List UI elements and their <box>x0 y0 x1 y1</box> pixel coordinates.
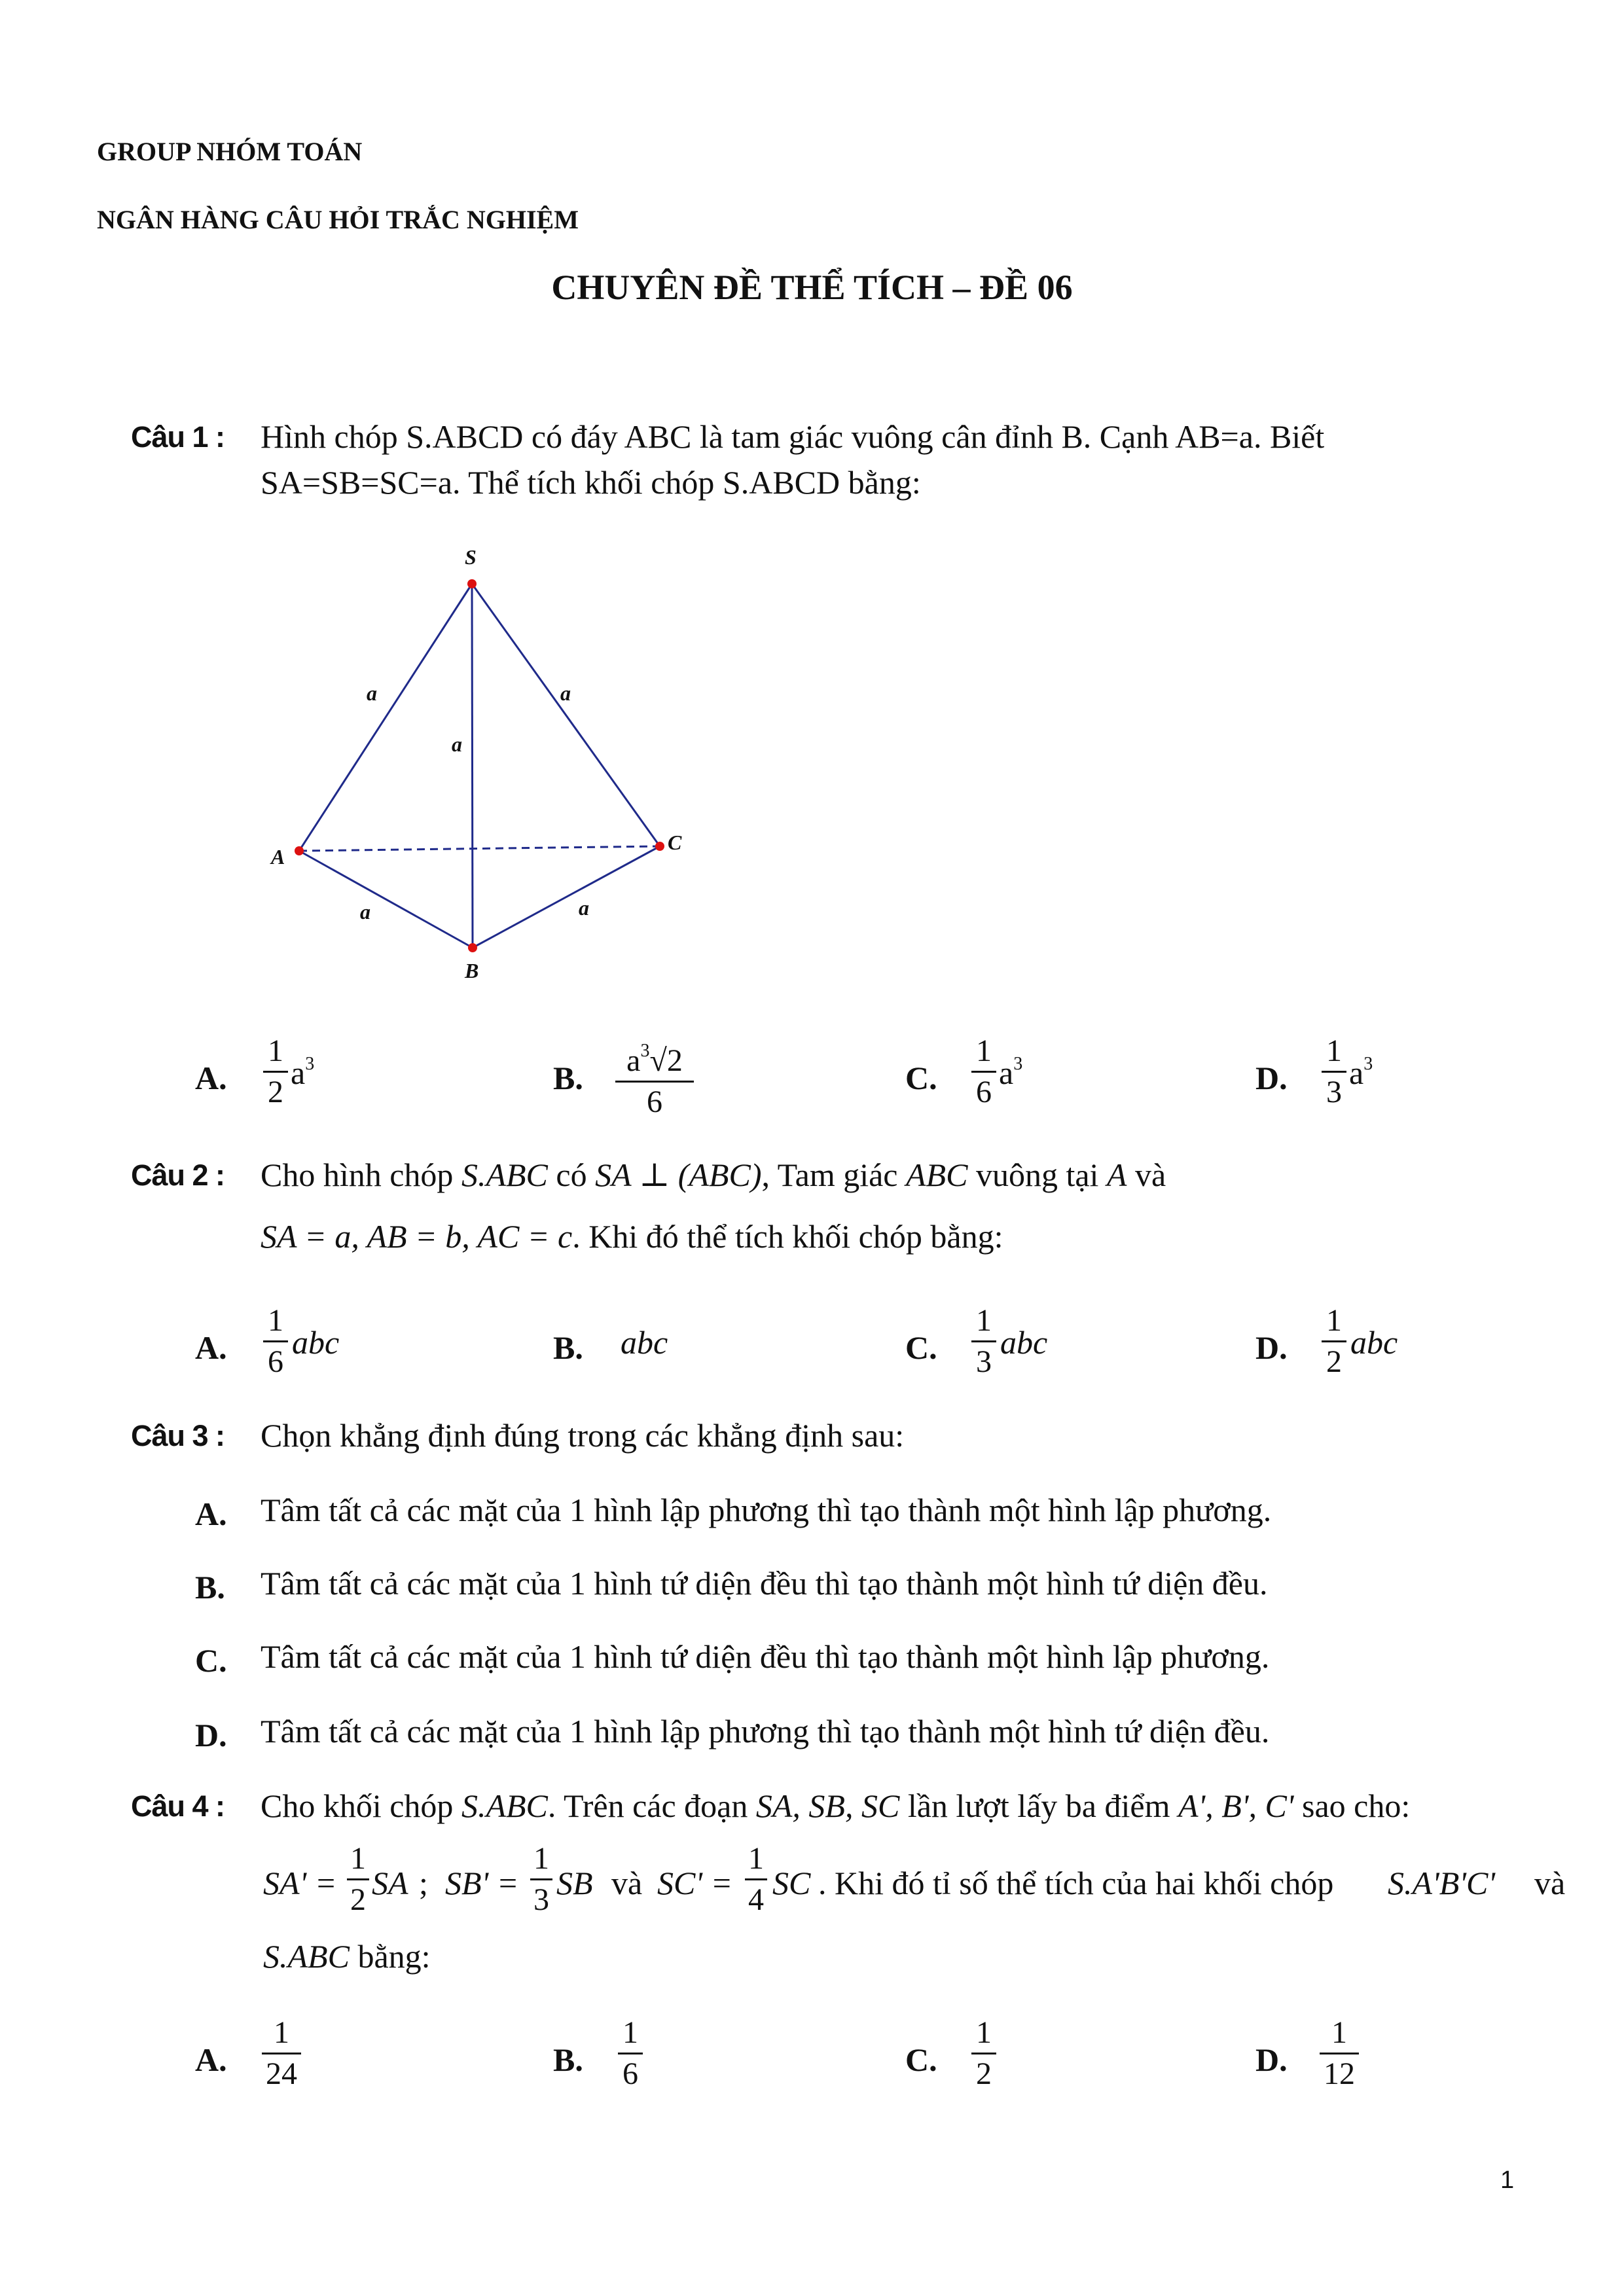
q2-opt-c-letter[interactable]: C. <box>905 1329 937 1366</box>
edge-sa <box>299 584 472 851</box>
q4-frac-third <box>530 1840 552 1918</box>
q1-opt-c-letter[interactable]: C. <box>905 1060 937 1096</box>
exp: 3 <box>1363 1054 1373 1074</box>
q2-opt-b-expr: abc <box>621 1324 668 1361</box>
q4-frac-half <box>347 1840 369 1918</box>
label-sa-a: a <box>367 681 377 705</box>
numerator: 1 <box>274 2015 289 2050</box>
math: S.ABC <box>263 1938 350 1975</box>
q1-line1: Hình chóp S.ABCD có đáy ABC là tam giác vuông cân đỉnh B. Cạnh AB=a. Biết <box>261 418 1325 455</box>
denominator: 6 <box>976 1075 992 1109</box>
q3-opt-b-text: Tâm tất cả các mặt của 1 hình tứ diện đều thì tạo thành một hình tứ diện đều. <box>261 1565 1268 1602</box>
denominator: 3 <box>976 1344 992 1379</box>
q4-line1 <box>261 1787 1410 1825</box>
denominator: 6 <box>647 1085 662 1119</box>
q4-line3 <box>263 1937 431 1975</box>
sqrt: √2 <box>649 1043 683 1078</box>
page-number: 1 <box>1500 2166 1515 2194</box>
denominator: 2 <box>350 1882 366 1917</box>
label-ab-a: a <box>360 900 370 924</box>
text: . Khi đó thể tích khối chóp bằng: <box>572 1218 1003 1255</box>
text: và <box>1134 1157 1166 1193</box>
q2-opt-d-letter[interactable]: D. <box>1255 1329 1288 1366</box>
denominator: 3 <box>533 1882 549 1917</box>
label-c: C <box>668 831 682 854</box>
var: a <box>291 1054 306 1091</box>
math: A', B', C' <box>1178 1787 1294 1824</box>
q3-opt-b-letter[interactable]: B. <box>195 1569 225 1605</box>
q1-line2: SA=SB=SC=a. Thể tích khối chóp S.ABCD bằng: <box>261 464 921 501</box>
page-title: CHUYÊN ĐỀ THỂ TÍCH – ĐỀ 06 <box>551 268 1073 307</box>
q1-opt-d-fraction <box>1322 1033 1346 1111</box>
q2-label: Câu 2 : <box>131 1158 225 1192</box>
edge-sb <box>472 584 473 948</box>
numerator: 1 <box>533 1841 549 1876</box>
q2-opt-c-expr: abc <box>1000 1324 1048 1361</box>
var: a <box>626 1043 641 1078</box>
text: vuông tại <box>975 1157 1099 1193</box>
numerator: 1 <box>748 1841 764 1876</box>
denominator: 2 <box>976 2056 992 2091</box>
label-a: A <box>271 845 285 869</box>
numerator: 1 <box>976 1033 992 1068</box>
bank-header: NGÂN HÀNG CÂU HỎI TRẮC NGHIỆM <box>97 205 579 234</box>
q4-frac-quarter <box>745 1840 767 1918</box>
q1-opt-c-fraction <box>971 1033 996 1111</box>
q1-opt-a-var <box>291 1054 314 1092</box>
q3-label: Câu 3 : <box>131 1419 225 1452</box>
q1-opt-b-letter[interactable]: B. <box>553 1060 583 1096</box>
text: sao cho: <box>1302 1787 1411 1824</box>
q4-opt-b-fraction <box>618 2015 643 2092</box>
vertex-a <box>295 846 304 855</box>
text: Cho khối chóp <box>261 1787 454 1824</box>
q2-opt-a-letter[interactable]: A. <box>195 1329 227 1366</box>
text: , Tam giác <box>761 1157 898 1193</box>
numerator: 1 <box>350 1841 366 1876</box>
numerator: 1 <box>976 2015 992 2050</box>
pyramid-figure <box>262 543 720 1001</box>
q4-opt-d-fraction <box>1320 2015 1359 2092</box>
numerator: 1 <box>976 1303 992 1338</box>
q3-stem: Chọn khẳng định đúng trong các khẳng định sau: <box>261 1417 905 1454</box>
q1-opt-b-fraction <box>615 1033 694 1121</box>
q4-sa: SA <box>372 1865 408 1901</box>
math: S.ABC <box>461 1787 548 1824</box>
numerator: 1 <box>1331 2015 1347 2050</box>
math: SA, SB, SC <box>755 1787 900 1824</box>
q1-opt-d-var <box>1349 1054 1373 1092</box>
denominator: 3 <box>1326 1075 1342 1109</box>
denominator: 2 <box>1326 1344 1342 1379</box>
q4-sa-prime: SA' = <box>263 1865 337 1901</box>
q4-opt-b-letter[interactable]: B. <box>553 2041 583 2078</box>
q3-opt-c-text: Tâm tất cả các mặt của 1 hình tứ diện đều thì tạo thành một hình lập phương. <box>261 1638 1270 1675</box>
q4-sb-prime: SB' = <box>445 1865 519 1901</box>
q4-opt-a-letter[interactable]: A. <box>195 2041 227 2078</box>
math: SA ⊥ (ABC) <box>595 1157 762 1193</box>
numerator: 1 <box>1326 1033 1342 1068</box>
q4-pyramid-prime: S.A'B'C' <box>1388 1865 1496 1901</box>
text: có <box>556 1157 587 1193</box>
q4-and1: và <box>611 1865 643 1901</box>
text: Cho hình chóp <box>261 1157 454 1193</box>
q4-sep: ; <box>419 1865 428 1901</box>
denominator: 4 <box>748 1882 764 1917</box>
q3-opt-a-letter[interactable]: A. <box>195 1496 227 1532</box>
label-bc-a: a <box>579 896 589 920</box>
q4-opt-c-letter[interactable]: C. <box>905 2041 937 2078</box>
numerator: 1 <box>268 1033 283 1068</box>
vertex-c <box>655 842 664 851</box>
var: a <box>999 1054 1014 1091</box>
exp: 3 <box>305 1054 315 1074</box>
numerator: 1 <box>1326 1303 1342 1338</box>
denominator: 6 <box>268 1344 283 1379</box>
q4-and2: và <box>1534 1865 1566 1901</box>
text: bằng: <box>357 1938 431 1975</box>
denominator: 2 <box>268 1075 283 1109</box>
exp: 3 <box>1013 1054 1023 1074</box>
edge-bc <box>473 846 660 948</box>
q3-opt-c-letter[interactable]: C. <box>195 1642 227 1679</box>
q4-opt-c-fraction <box>971 2015 996 2092</box>
edge-ab <box>299 851 473 948</box>
q4-sc-prime: SC' = <box>657 1865 733 1901</box>
q2-opt-c-fraction <box>971 1302 996 1380</box>
q4-label: Câu 4 : <box>131 1789 225 1823</box>
q2-opt-b-letter[interactable]: B. <box>553 1329 583 1366</box>
q2-opt-a-fraction <box>263 1302 288 1380</box>
q2-line1 <box>261 1156 1166 1194</box>
vertex-b <box>468 943 477 952</box>
q4-opt-d-letter[interactable]: D. <box>1255 2041 1288 2078</box>
q3-opt-a-text: Tâm tất cả các mặt của 1 hình lập phương thì tạo thành một hình lập phương. <box>261 1492 1272 1528</box>
q2-opt-a-expr: abc <box>292 1324 340 1361</box>
q2-opt-d-expr: abc <box>1350 1324 1398 1361</box>
label-sc-a: a <box>560 681 571 705</box>
math: A <box>1106 1157 1127 1193</box>
label-sb-a: a <box>452 732 462 756</box>
q1-label: Câu 1 : <box>131 420 225 454</box>
q1-opt-d-letter[interactable]: D. <box>1255 1060 1288 1096</box>
numerator: 1 <box>268 1303 283 1338</box>
label-b: B <box>465 959 479 982</box>
math: ABC <box>906 1157 968 1193</box>
q1-opt-a-letter[interactable]: A. <box>195 1060 227 1096</box>
exp: 3 <box>640 1041 650 1061</box>
denominator: 6 <box>623 2056 638 2091</box>
group-header: GROUP NHÓM TOÁN <box>97 137 363 166</box>
q3-opt-d-text: Tâm tất cả các mặt của 1 hình lập phương thì tạo thành một hình tứ diện đều. <box>261 1713 1270 1749</box>
q2-opt-d-fraction <box>1322 1302 1346 1380</box>
denominator: 12 <box>1324 2056 1355 2091</box>
q4-line2-rest: . Khi đó tỉ số thể tích của hai khối chóp <box>818 1865 1334 1901</box>
label-s: S <box>465 545 477 569</box>
var: a <box>1349 1054 1364 1091</box>
math: SA = a, AB = b, AC = c <box>261 1218 573 1255</box>
q2-line2 <box>261 1217 1003 1255</box>
numerator: 1 <box>623 2015 638 2050</box>
q4-sb: SB <box>556 1865 593 1901</box>
q3-opt-d-letter[interactable]: D. <box>195 1717 227 1753</box>
q4-opt-a-fraction <box>262 2015 301 2092</box>
math: S.ABC <box>461 1157 548 1193</box>
edge-ac-hidden <box>299 846 660 851</box>
q4-sc: SC <box>772 1865 811 1901</box>
vertex-s <box>467 579 477 588</box>
text: . Trên các đoạn <box>547 1787 748 1824</box>
edge-sc <box>472 584 660 846</box>
text: lần lượt lấy ba điểm <box>907 1787 1170 1824</box>
q1-opt-c-var <box>999 1054 1022 1092</box>
denominator: 24 <box>266 2056 297 2091</box>
q1-opt-a-fraction <box>263 1033 288 1111</box>
